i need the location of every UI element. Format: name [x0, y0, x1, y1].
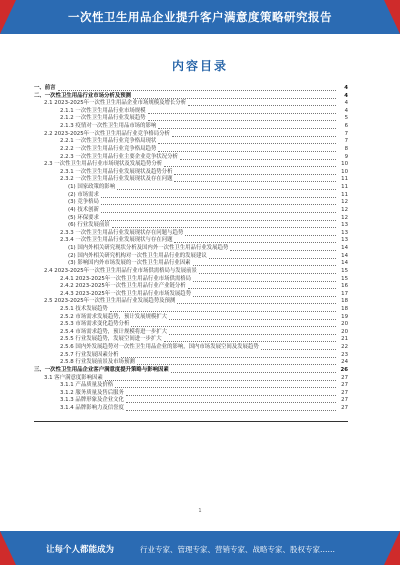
toc-entry-text: (3) 竞争格局 — [68, 199, 99, 206]
toc-entry-text: 2.4.1 2023-2025年一次性卫生用品行业市场供需格局 — [60, 275, 192, 282]
footer-banner — [0, 531, 400, 565]
toc-entry-text: 2.3 一次性卫生用品行业市场现状及发展趋势分析 — [44, 161, 163, 168]
toc-entry-text: (1) 国内外相关研究现状分析及国内外一次性卫生用品行业发展趋势 — [68, 245, 229, 252]
toc-entry-page: 15 — [341, 267, 348, 274]
toc-entry-text: (6) 行业发展前景 — [68, 222, 110, 229]
toc-entry-page: 17 — [341, 290, 348, 297]
toc-entry-text: 2.5.4 市场需求趋势，预计规模将进一步扩大 — [60, 328, 168, 335]
toc-entry-text: 2.5.5 行业发展趋势，发展空间进一步扩大 — [60, 336, 162, 343]
toc-entry-page: 19 — [341, 313, 348, 320]
toc-entry-text: (4) 技术创新 — [68, 206, 99, 213]
toc-entry-page: 18 — [341, 305, 348, 312]
toc-entry-text: 三、一次性卫生用品企业客户满意度提升策略与影响因素 — [34, 366, 169, 373]
footer-red-corner-right — [384, 531, 400, 565]
toc-entry-page: 4 — [344, 107, 348, 114]
toc-entry-page: 11 — [341, 176, 348, 183]
toc-entry-page: 24 — [341, 359, 348, 366]
toc-entry-text: 3.1.4 品牌影响力及信誉度 — [60, 405, 124, 412]
toc-entry-text: 2.3.4 一次性卫生用品行业发展现状与存在问题 — [60, 237, 173, 244]
toc-entry-page: 10 — [341, 168, 348, 175]
toc-entry-text: 2.5.3 市场需求变化趋势分析 — [60, 321, 130, 328]
toc-entry-text: (1) 国家政策的影响 — [68, 184, 116, 191]
toc-entry-text: (3) 影响国内外市场发展的一次性卫生用品行业因素 — [68, 260, 191, 267]
toc-entry-page: 18 — [341, 298, 348, 305]
toc-entry-text: 2.4.2 2023-2025年一次性卫生用品行业产业链分析 — [60, 283, 186, 290]
header-red-corner-left — [0, 0, 16, 34]
footer-red-corner-left — [0, 531, 16, 565]
toc-entry-text: (2) 市场需求 — [68, 191, 99, 198]
toc-leader-dots — [126, 409, 336, 411]
toc-entry-page: 12 — [341, 214, 348, 221]
toc-entry-text: 2.3.2 一次性卫生用品行业发展现状及存在问题 — [60, 176, 173, 183]
toc-entry-page: 14 — [341, 245, 348, 252]
toc-entry-page: 27 — [341, 405, 348, 412]
toc-entry-page: 6 — [344, 123, 348, 130]
toc-entry-text: 2.4.3 2023-2025年一次性卫生用品行业市场发展趋势 — [60, 290, 192, 297]
toc-entry-text: 2.4 2023-2025年一次性卫生用品行业市场供需格局与发展前景 — [44, 267, 197, 274]
toc-entry-text: (2) 国内外相关研究机构对一次性卫生用品行业的发展建议 — [68, 252, 207, 259]
toc-entry-text: (5) 环保要求 — [68, 214, 99, 221]
toc-entry-text: 二、一次性卫生用品行业市场分析及预测 — [34, 92, 132, 99]
toc-entry-text: 3.1 客户满意度影响因素 — [44, 374, 103, 381]
toc-entry-text: 2.3.1 一次性卫生用品行业发展现状及趋势分析 — [60, 168, 173, 175]
header-banner — [0, 0, 400, 34]
toc-entry-page: 5 — [344, 115, 348, 122]
toc-entry-text: 3.1.3 品牌形象及企业文化 — [60, 397, 124, 404]
toc-entry-page: 12 — [341, 206, 348, 213]
toc-entry-page: 14 — [341, 260, 348, 267]
toc-entry-text: 2.5 2023-2025年一次性卫生用品行业发展趋势及预测 — [44, 298, 176, 305]
toc-entry-text: 2.5.2 市场需求发展趋势，预计发展规模扩大 — [60, 313, 168, 320]
toc-entry[interactable] — [60, 404, 348, 413]
footer-tagline: 行业专家、管理专家、营销专家、战略专家、股权专家…… — [140, 545, 335, 554]
toc-entry-page: 4 — [344, 85, 348, 91]
toc-entry-page: 13 — [341, 237, 348, 244]
toc-entry-text: 2.3.3 一次性卫生用品行业发展现状存在问题与趋势 — [60, 229, 184, 236]
toc-entry-page: 26 — [340, 366, 348, 373]
toc-entry-text: 2.5.8 行业发展前景及市场预测 — [60, 359, 135, 366]
toc-entry-text: 2.2.2 一次性卫生用品行业竞争格局趋势 — [60, 145, 157, 152]
toc-entry-page: 11 — [341, 191, 348, 198]
toc-entry-page: 7 — [344, 138, 348, 145]
header-red-corner-right — [384, 0, 400, 34]
toc-entry-text: 3.1.1 产品质量及价格 — [60, 382, 114, 389]
report-title: 一次性卫生用品企业提升客户满意度策略研究报告 — [68, 10, 332, 24]
toc-entry-page: 16 — [341, 283, 348, 290]
toc-entry-page: 27 — [341, 382, 348, 389]
footer-slogan: 让每个人都能成为 — [46, 545, 115, 555]
toc-entry-page: 23 — [341, 351, 348, 358]
toc-entry-page: 27 — [341, 374, 348, 381]
page-number: 1 — [198, 508, 202, 514]
toc-entry-page: 8 — [344, 145, 348, 152]
toc-entry-page: 20 — [341, 321, 348, 328]
toc-entry-page: 13 — [341, 229, 348, 236]
toc-entry-page: 27 — [341, 389, 348, 396]
toc-entry-text: 2.5.6 国内外发展趋势对一次性卫生用品企业的影响，国内市场发展空间及发展趋势 — [60, 344, 259, 351]
toc-entry-page: 13 — [341, 222, 348, 229]
toc-entry-text: 2.2 2023-2025年一次性卫生用品行业竞争格局分析 — [44, 130, 170, 137]
section-divider — [34, 421, 348, 422]
toc-heading: 内容目录 — [171, 59, 228, 73]
toc-entry-page: 27 — [341, 397, 348, 404]
toc-entry-page: 12 — [341, 199, 348, 206]
toc-entry-text: 2.5.1 技术发展趋势 — [60, 305, 108, 312]
toc-entry-text: 2.2.3 一次性卫生用品行业主要企业竞争状况分析 — [60, 153, 178, 160]
toc-entry-page: 22 — [341, 344, 348, 351]
toc-entry-text: 2.1.1 一次性卫生用品行业市场规模 — [60, 107, 146, 114]
toc-entry-text: 2.5.7 行业发展因素分析 — [60, 351, 119, 358]
toc-entry-page: 4 — [344, 100, 348, 107]
toc-entry-text: 2.1.3 疫情对一次性卫生用品市场的影响 — [60, 123, 157, 130]
toc-entry-page: 7 — [344, 130, 348, 137]
toc-entry-page: 15 — [341, 275, 348, 282]
toc-entry-text: 2.1.2 一次性卫生用品行业发展趋势 — [60, 115, 146, 122]
toc-entry-text: 2.2.1 一次性卫生用品行业竞争格局现状 — [60, 138, 157, 145]
toc-entry-page: 14 — [341, 252, 348, 259]
toc-entry-page: 9 — [344, 153, 348, 160]
toc-entry-page: 4 — [344, 92, 348, 99]
toc-entry-page: 21 — [341, 336, 348, 343]
toc-entry-text: 一、前言 — [34, 85, 56, 91]
toc-entry-page: 10 — [341, 161, 348, 168]
toc-entry-page: 20 — [341, 328, 348, 335]
toc-entry-text: 2.1 2023-2025年一次性卫生用品企业市场规模及增长分析 — [44, 100, 187, 107]
toc-entry-page: 11 — [341, 184, 348, 191]
toc-entry-text: 3.1.2 服务质量及售后服务 — [60, 389, 124, 396]
